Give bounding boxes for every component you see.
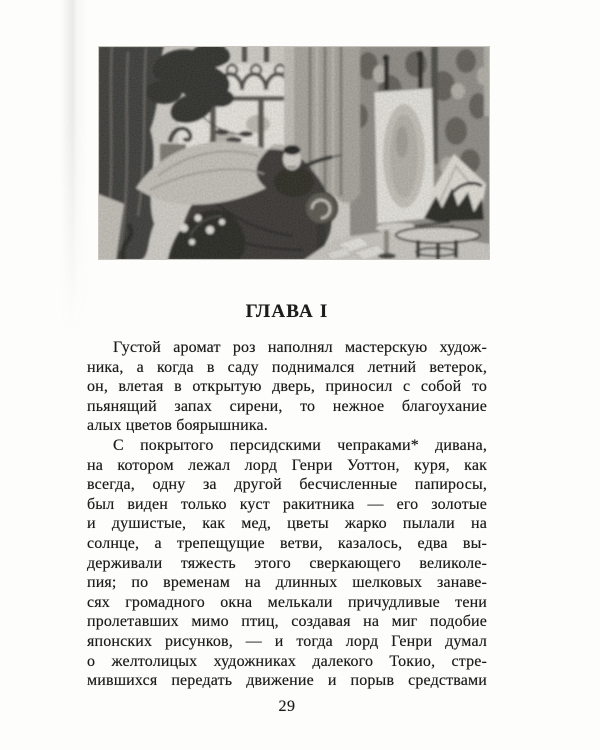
text-line: всегда, одну за другой бесчисленные папиросы, xyxy=(87,476,487,494)
text-line: мившихся передать движение и порыв средствами xyxy=(87,672,487,690)
text-line: солнце, а трепещущие ветви, казалось, едва вы- xyxy=(87,534,487,552)
chapter-title: ГЛАВА I xyxy=(245,301,329,322)
page-number: 29 xyxy=(278,698,296,715)
text-line: был виден только куст ракитника — его золотые xyxy=(87,495,487,513)
text-line: о желтолицых художниках далекого Токио, стре- xyxy=(87,652,487,670)
page-gutter-shadow xyxy=(60,0,88,330)
text-line: ника, а когда в саду поднимался летний ветерок, xyxy=(87,358,487,376)
studio-scene-engraving xyxy=(98,46,490,260)
text-line: держивали тяжесть этого сверкающего великоле- xyxy=(87,554,487,572)
chapter-illustration xyxy=(98,46,490,260)
text-line: пия; по временам на длинных шелковых занаве- xyxy=(87,574,487,592)
text-line: алых цветов боярышника. xyxy=(87,417,268,435)
text-line: сях громадного окна мелькали причудливые тени xyxy=(87,593,487,611)
text-line: японских рисунков, — и тогда лорд Генри думал xyxy=(87,632,487,650)
text-line: он, влетая в открытую дверь, приносил с собой то xyxy=(87,378,487,396)
text-line: С покрытого персидскими чепраками* дивана, xyxy=(113,436,487,454)
text-line: и душистые, как мед, цветы жарко пылали на xyxy=(87,515,487,533)
body-text xyxy=(87,338,487,691)
text-line: на котором лежал лорд Генри Уоттон, куря, как xyxy=(87,456,487,474)
text-line: пролетавших мимо птиц, создавая на миг подобие xyxy=(87,613,487,631)
text-line: пьянящий запах сирени, то нежное благоухание xyxy=(87,397,487,415)
text-line: Густой аромат роз наполнял мастерскую худож- xyxy=(113,339,487,356)
